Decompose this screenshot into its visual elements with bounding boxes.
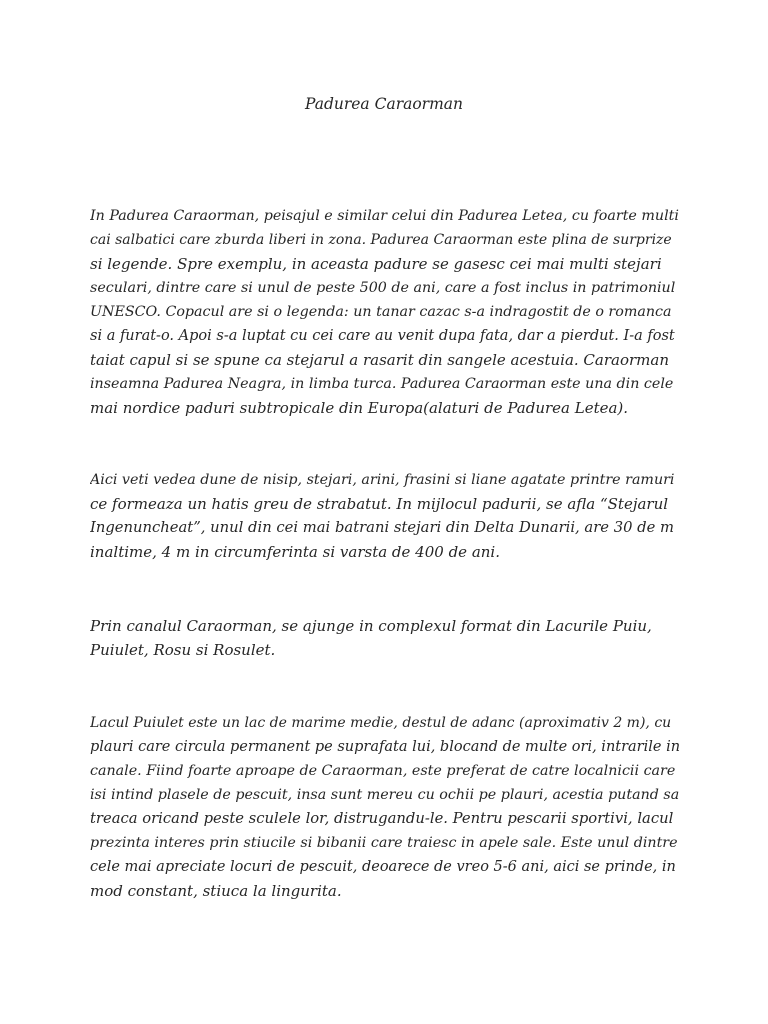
- text-line: Prin canalul Caraorman, se ajunge in complexul format din Lacurile Puiu,: [90, 617, 652, 635]
- text-line: ce formeaza un hatis greu de strabatut. In mijlocul padurii, se afla “Stejarul: [90, 495, 669, 513]
- page-title: Padurea Caraorman: [304, 95, 464, 113]
- paragraph: [90, 614, 680, 662]
- text-line: In Padurea Caraorman, peisajul e similar celui din Padurea Letea, cu foarte multi: [90, 208, 679, 224]
- text-line: cele mai apreciate locuri de pescuit, deoarece de vreo 5-6 ani, aici se prinde, in: [90, 859, 676, 875]
- text-line: si legende. Spre exemplu, in aceasta padure se gasesc cei mai multi stejari: [90, 255, 662, 273]
- text-line: si a furat-o. Apoi s-a luptat cu cei care au venit dupa fata, dar a pierdut. I-a fost: [90, 328, 675, 344]
- text-line: canale. Fiind foarte aproape de Caraorman, este preferat de catre localnicii care: [90, 763, 676, 779]
- paragraph: [90, 204, 680, 420]
- text-line: treaca oricand peste sculele lor, distrugandu-le. Pentru pescarii sportivi, lacul: [90, 810, 674, 827]
- text-line: taiat capul si se spune ca stejarul a rasarit din sangele acestuia. Caraorman: [90, 351, 669, 369]
- text-line: mod constant, stiuca la lingurita.: [90, 882, 342, 900]
- text-line: isi intind plasele de pescuit, insa sunt mereu cu ochii pe plauri, acestia putand sa: [90, 787, 680, 803]
- text-line: cai salbatici care zburda liberi in zona. Padurea Caraorman este plina de surprize: [90, 232, 672, 248]
- text-line: Lacul Puiulet este un lac de marime medie, destul de adanc (aproximativ 2 m), cu: [90, 715, 672, 731]
- text-line: mai nordice paduri subtropicale din Europa(alaturi de Padurea Letea).: [90, 399, 629, 417]
- text-line: UNESCO. Copacul are si o legenda: un tanar cazac s-a indragostit de o romanca: [90, 304, 672, 320]
- paragraph: [90, 711, 680, 903]
- text-line: plauri care circula permanent pe suprafata lui, blocand de multe ori, intrarile in: [90, 739, 680, 755]
- text-line: seculari, dintre care si unul de peste 500 de ani, care a fost inclus in patrimoniul: [90, 280, 676, 296]
- text-line: inaltime, 4 m in circumferinta si varsta de 400 de ani.: [90, 543, 500, 561]
- text-line: Puiulet, Rosu si Rosulet.: [90, 641, 276, 659]
- text-line: inseamna Padurea Neagra, in limba turca. Padurea Caraorman este una din cele: [90, 376, 674, 392]
- text-line: Aici veti vedea dune de nisip, stejari, arini, frasini si liane agatate printre ramuri: [90, 472, 675, 488]
- text-line: Ingenuncheat”, unul din cei mai batrani stejari din Delta Dunarii, are 30 de m: [90, 519, 675, 536]
- paragraph: [90, 468, 680, 564]
- text-line: prezinta interes prin stiucile si bibanii care traiesc in apele sale. Este unul dintre: [90, 835, 678, 851]
